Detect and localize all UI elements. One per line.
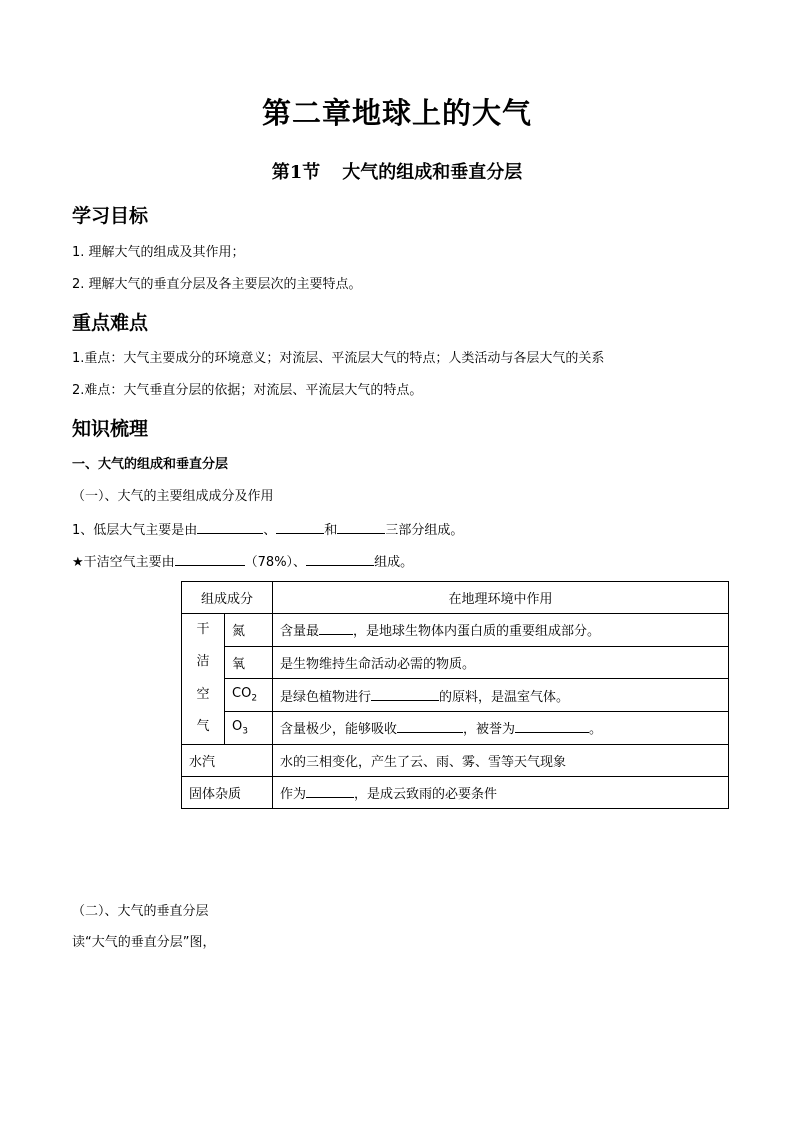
answer-blank[interactable] [397, 718, 463, 733]
table-row [182, 744, 729, 776]
key-point-item-2: 2.难点：大气垂直分层的依据；对流层、平流层大气的特点。 [72, 383, 423, 398]
answer-blank[interactable] [371, 686, 439, 701]
header-component: 组成成分 [182, 582, 273, 614]
key-points-heading: 重点难点 [72, 312, 149, 334]
answer-blank[interactable] [337, 519, 385, 534]
component-name: $CO_2$ [225, 679, 273, 712]
component-role: 含量最 ，是地球生物体内蛋白质的重要组成部分。 [273, 614, 729, 647]
dry-air-group-label: 干 洁 空 气 [182, 614, 225, 745]
table-row [182, 614, 729, 647]
component-name: 水汽 [182, 744, 273, 776]
component-name: 氮 [225, 614, 273, 647]
question-1: 1、低层大气主要是由 、 和 三部分组成。 [72, 519, 463, 541]
knowledge-heading: 知识梳理 [72, 418, 149, 440]
component-name: 氧 [225, 646, 273, 679]
answer-blank[interactable] [306, 783, 354, 798]
objective-item-1: 1. 理解大气的组成及其作用； [72, 245, 245, 260]
component-role: 是生物维持生命活动必需的物质。 [273, 646, 729, 679]
table-row [182, 646, 729, 679]
answer-blank[interactable] [175, 551, 245, 566]
component-name: $O_3$ [225, 711, 273, 744]
table-row [182, 711, 729, 744]
answer-blank[interactable] [515, 718, 589, 733]
objective-item-2: 2. 理解大气的垂直分层及各主要层次的主要特点。 [72, 277, 362, 292]
answer-blank[interactable] [197, 519, 263, 534]
answer-blank[interactable] [306, 551, 374, 566]
question-2: ★干洁空气主要由 （78%）、 组成。 [72, 551, 413, 573]
answer-blank[interactable] [276, 519, 324, 534]
component-role: 作为 ，是成云致雨的必要条件 [273, 776, 729, 808]
section-name: 大气的组成和垂直分层 [342, 162, 523, 183]
component-name: 固体杂质 [182, 776, 273, 808]
sub2-title: （二）、大气的垂直分层 [72, 904, 209, 919]
objectives-heading: 学习目标 [72, 205, 149, 227]
answer-blank[interactable] [319, 620, 353, 635]
sub1-title: （一）、大气的主要组成成分及作用 [72, 489, 274, 504]
section1-title: 一、大气的组成和垂直分层 [72, 457, 229, 472]
component-role: 是绿色植物进行 的原料，是温室气体。 [273, 679, 729, 712]
sub2-line: 读“大气的垂直分层”图， [72, 935, 216, 950]
key-point-item-1: 1.重点：大气主要成分的环境意义；对流层、平流层大气的特点；人类活动与各层大气的关系 [72, 351, 605, 366]
table-row [182, 776, 729, 808]
section-number: 第1节 [271, 162, 321, 183]
composition-table [181, 581, 729, 809]
section-subtitle [0, 160, 794, 186]
header-role: 在地理环境中作用 [273, 582, 729, 614]
component-role: 含量极少，能够吸收 ，被誉为 。 [273, 711, 729, 744]
table-row [182, 679, 729, 712]
table-header-row [182, 582, 729, 614]
page-title: 第二章地球上的大气 [261, 96, 532, 130]
component-role: 水的三相变化，产生了云、雨、雾、雪等天气现象 [273, 744, 729, 776]
